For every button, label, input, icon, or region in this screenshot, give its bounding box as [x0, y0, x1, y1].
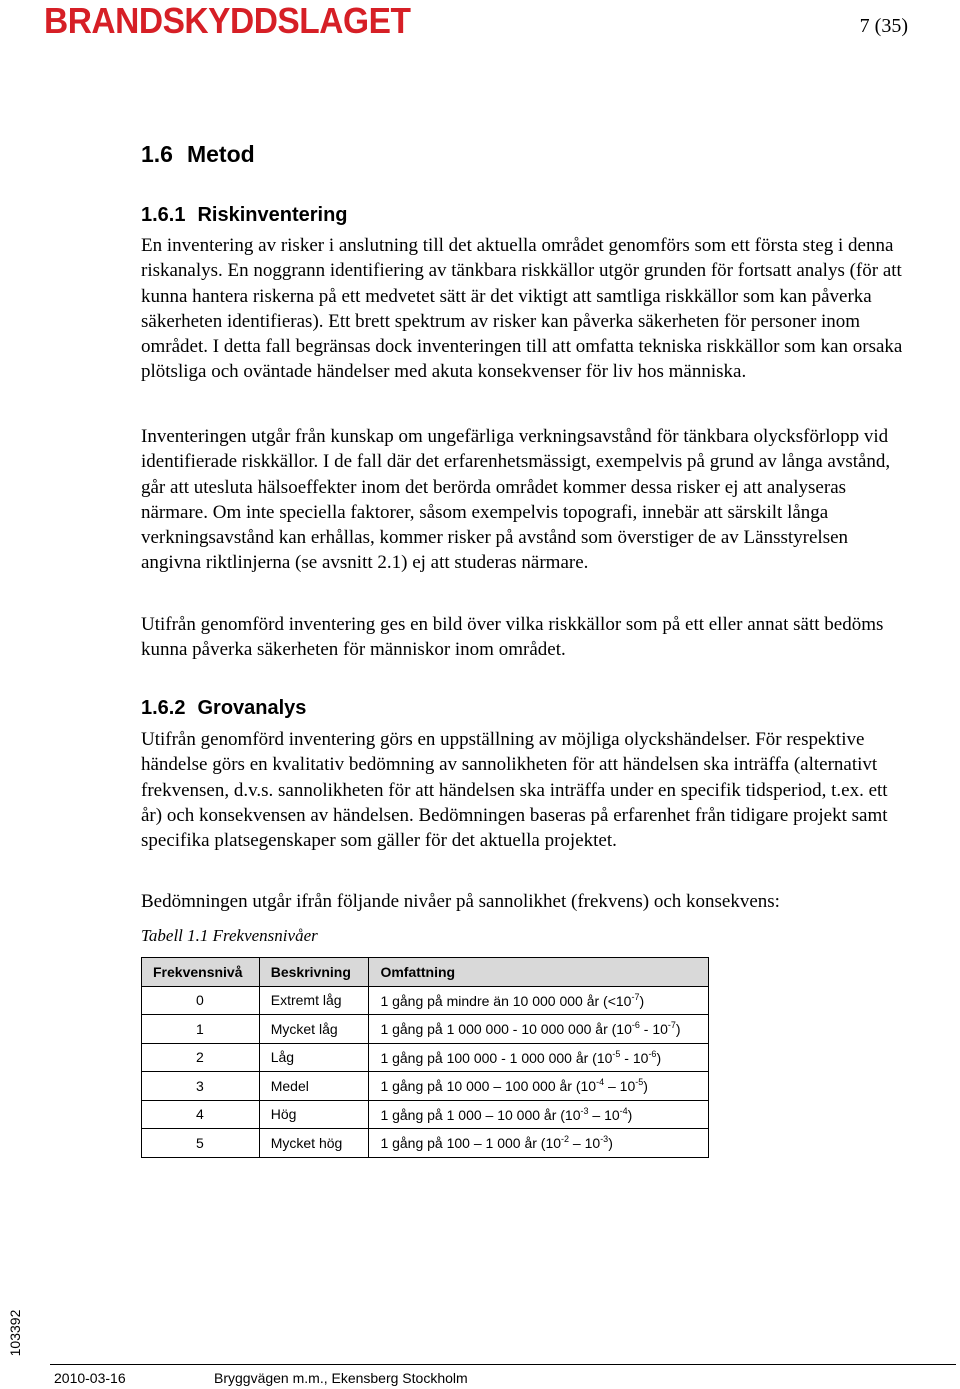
- paragraph: Inventeringen utgår från kunskap om ungefärliga verkningsavstånd för tänkbara olycksförlopp vid identifierade riskkällor. I de fall där det erfarenhetsmässigt, exempelvis på grund av långa avstånd, går att utesluta hälsoeffekter inom det berörda området kommer dessa risker ej att analyseras närmare. Om inte speciella faktorer, såsom exempelvis topografi, innebär att särskilt långa verkningsavstånd kan erhållas, kommer risker på avstånd som överstiger de av Länsstyrelsen angivna riktlinjerna (se avsnitt 2.1) ej att studeras närmare.: [141, 426, 891, 574]
- cell-description: Mycket hög: [259, 1129, 369, 1158]
- cell-level: 5: [142, 1129, 260, 1158]
- cell-scope: 1 gång på 100 000 - 1 000 000 år $(10^{-5} - 10^{-6})$: [369, 1043, 709, 1072]
- table-caption: Tabell 1.1 Frekvensnivåer: [141, 926, 318, 945]
- paragraph: Utifrån genomförd inventering ges en bild över vilka riskkällor som på ett eller annat sätt bedöms kunna påverka säkerheten för människor inom området.: [141, 614, 884, 661]
- page-number: 7 (35): [859, 15, 908, 37]
- section-number: 1.6: [141, 141, 173, 167]
- cell-scope: 1 gång på 100 – 1 000 år $(10^{-2} - 10^{-3})$: [369, 1129, 709, 1158]
- cell-level: 1: [142, 1015, 260, 1044]
- cell-description: Extremt låg: [259, 986, 369, 1015]
- cell-description: Mycket låg: [259, 1015, 369, 1044]
- footer-divider: [50, 1364, 956, 1365]
- subsection-heading-riskinventering: [141, 204, 348, 227]
- subsection-number: 1.6.2: [141, 697, 186, 719]
- column-header: Frekvensnivå: [142, 958, 260, 987]
- section-heading: [141, 141, 255, 168]
- cell-level: 3: [142, 1072, 260, 1101]
- table-row: [142, 1100, 709, 1129]
- cell-scope: 1 gång på 1 000 – 10 000 år $(10^{-3} - 10^{-4})$: [369, 1100, 709, 1129]
- paragraph: Utifrån genomförd inventering görs en uppställning av möjliga olyckshändelser. För respektive händelse görs en kvalitativ bedömning av sannolikheten för att händelsen ska inträffa (alternativt frekvensen, d.v.s. sannolikheten för att händelsen ska inträffa under en specifik tidsperiod, t.ex. ett år) och konsekvensen av händelsen. Bedömningen baseras på erfarenhet från tidigare projekt samt specifika platsegenskaper som gäller för det aktuella projektet.: [141, 729, 888, 852]
- table-row: [142, 1129, 709, 1158]
- cell-level: 0: [142, 986, 260, 1015]
- paragraph: En inventering av risker i anslutning till det aktuella området genomförs som ett första steg i denna riskanalys. En noggrann identifiering av tänkbara riskkällor utgör grunden för fortsatt analys (för att kunna hantera riskerna på ett medvetet sätt är det viktigt att samtliga riskkällor som kan påverka säkerheten identifieras). Ett brett spektrum av risker kan påverka säkerheten för personer inom området. I detta fall begränsas dock inventeringen till att omfatta tekniska riskkällor som kan orsaka plötsliga och oväntade händelser med akuta konsekvenser för liv hos människa.: [141, 235, 903, 383]
- cell-description: Hög: [259, 1100, 369, 1129]
- footer-date: 2010-03-16: [54, 1370, 126, 1386]
- paragraph: Bedömningen utgår ifrån följande nivåer på sannolikhet (frekvens) och konsekvens:: [141, 891, 780, 912]
- column-header: Beskrivning: [259, 958, 369, 987]
- subsection-heading-grovanalys: [141, 697, 306, 720]
- table-row: [142, 1015, 709, 1044]
- cell-scope: 1 gång på 10 000 – 100 000 år $(10^{-4} - 10^{-5})$: [369, 1072, 709, 1101]
- table-row: [142, 1043, 709, 1072]
- cell-scope: 1 gång på 1 000 000 - 10 000 000 år $(10^{-6} - 10^{-7})$: [369, 1015, 709, 1044]
- subsection-title: Grovanalys: [197, 697, 307, 719]
- cell-description: Medel: [259, 1072, 369, 1101]
- subsection-number: 1.6.1: [141, 204, 186, 226]
- table-row: [142, 986, 709, 1015]
- column-header: Omfattning: [369, 958, 709, 987]
- subsection-title: Riskinventering: [197, 204, 348, 226]
- frequency-table: [141, 957, 709, 1158]
- brand-logo: BRANDSKYDDSLAGET: [44, 0, 411, 41]
- footer-project: Bryggvägen m.m., Ekensberg Stockholm: [214, 1370, 468, 1386]
- table-row: [142, 1072, 709, 1101]
- section-title: Metod: [186, 141, 255, 167]
- cell-level: 4: [142, 1100, 260, 1129]
- document-id: 103392: [7, 1309, 23, 1357]
- cell-level: 2: [142, 1043, 260, 1072]
- table-header-row: [142, 958, 709, 987]
- cell-description: Låg: [259, 1043, 369, 1072]
- cell-scope: 1 gång på mindre än 10 000 000 år $(<10^{-7})$: [369, 986, 709, 1015]
